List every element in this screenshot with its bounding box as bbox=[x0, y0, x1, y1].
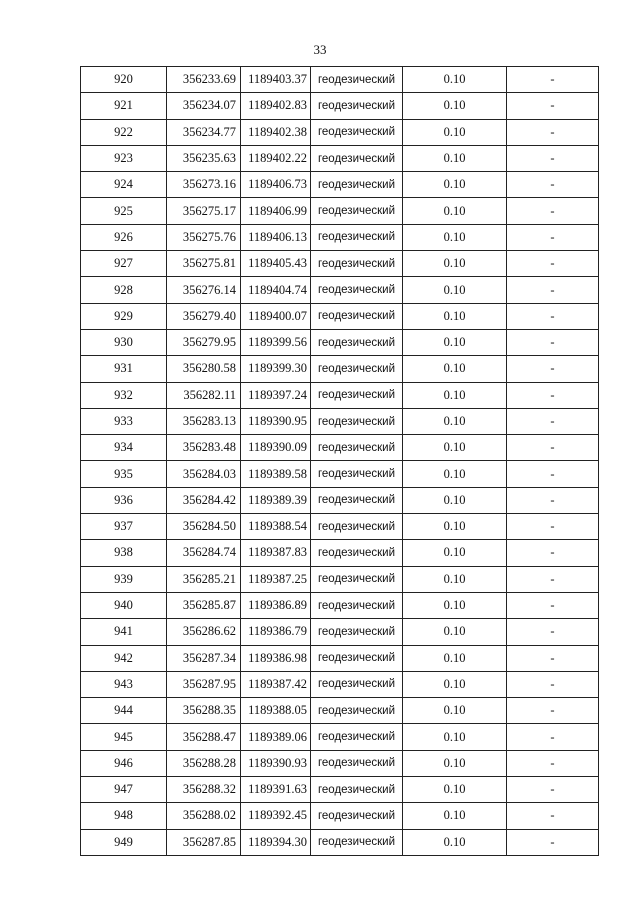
x-coordinate-cell: 356275.81 bbox=[167, 251, 241, 277]
x-coordinate-cell: 356288.32 bbox=[167, 777, 241, 803]
method-cell: геодезический bbox=[311, 93, 403, 119]
remark-cell: - bbox=[507, 198, 599, 224]
point-number-cell: 924 bbox=[81, 172, 167, 198]
point-number-cell: 920 bbox=[81, 67, 167, 93]
x-coordinate-cell: 356280.58 bbox=[167, 356, 241, 382]
accuracy-cell: 0.10 bbox=[403, 145, 507, 171]
table-row bbox=[81, 461, 599, 487]
y-coordinate-cell: 1189389.39 bbox=[241, 487, 311, 513]
remark-cell: - bbox=[507, 145, 599, 171]
remark-cell: - bbox=[507, 671, 599, 697]
x-coordinate-cell: 356233.69 bbox=[167, 67, 241, 93]
y-coordinate-cell: 1189399.56 bbox=[241, 329, 311, 355]
remark-cell: - bbox=[507, 224, 599, 250]
point-number-cell: 946 bbox=[81, 750, 167, 776]
point-number-cell: 948 bbox=[81, 803, 167, 829]
remark-cell: - bbox=[507, 93, 599, 119]
table-row bbox=[81, 514, 599, 540]
table-row bbox=[81, 777, 599, 803]
x-coordinate-cell: 356288.35 bbox=[167, 698, 241, 724]
table-row bbox=[81, 303, 599, 329]
x-coordinate-cell: 356285.87 bbox=[167, 592, 241, 618]
table-row bbox=[81, 803, 599, 829]
point-number-cell: 939 bbox=[81, 566, 167, 592]
x-coordinate-cell: 356286.62 bbox=[167, 619, 241, 645]
point-number-cell: 937 bbox=[81, 514, 167, 540]
accuracy-cell: 0.10 bbox=[403, 671, 507, 697]
method-cell: геодезический bbox=[311, 566, 403, 592]
x-coordinate-cell: 356284.42 bbox=[167, 487, 241, 513]
x-coordinate-cell: 356235.63 bbox=[167, 145, 241, 171]
point-number-cell: 936 bbox=[81, 487, 167, 513]
table-row bbox=[81, 277, 599, 303]
point-number-cell: 935 bbox=[81, 461, 167, 487]
method-cell: геодезический bbox=[311, 67, 403, 93]
y-coordinate-cell: 1189402.83 bbox=[241, 93, 311, 119]
point-number-cell: 925 bbox=[81, 198, 167, 224]
y-coordinate-cell: 1189387.83 bbox=[241, 540, 311, 566]
remark-cell: - bbox=[507, 698, 599, 724]
remark-cell: - bbox=[507, 514, 599, 540]
accuracy-cell: 0.10 bbox=[403, 540, 507, 566]
point-number-cell: 938 bbox=[81, 540, 167, 566]
table-row bbox=[81, 435, 599, 461]
remark-cell: - bbox=[507, 382, 599, 408]
remark-cell: - bbox=[507, 777, 599, 803]
x-coordinate-cell: 356288.02 bbox=[167, 803, 241, 829]
remark-cell: - bbox=[507, 67, 599, 93]
x-coordinate-cell: 356283.48 bbox=[167, 435, 241, 461]
accuracy-cell: 0.10 bbox=[403, 356, 507, 382]
y-coordinate-cell: 1189390.09 bbox=[241, 435, 311, 461]
table-row bbox=[81, 198, 599, 224]
y-coordinate-cell: 1189388.54 bbox=[241, 514, 311, 540]
accuracy-cell: 0.10 bbox=[403, 750, 507, 776]
y-coordinate-cell: 1189402.38 bbox=[241, 119, 311, 145]
accuracy-cell: 0.10 bbox=[403, 619, 507, 645]
method-cell: геодезический bbox=[311, 145, 403, 171]
method-cell: геодезический bbox=[311, 461, 403, 487]
point-number-cell: 928 bbox=[81, 277, 167, 303]
remark-cell: - bbox=[507, 172, 599, 198]
accuracy-cell: 0.10 bbox=[403, 803, 507, 829]
y-coordinate-cell: 1189400.07 bbox=[241, 303, 311, 329]
method-cell: геодезический bbox=[311, 671, 403, 697]
remark-cell: - bbox=[507, 119, 599, 145]
page-number: 33 bbox=[313, 42, 327, 57]
method-cell: геодезический bbox=[311, 619, 403, 645]
accuracy-cell: 0.10 bbox=[403, 277, 507, 303]
table-body bbox=[81, 67, 599, 856]
accuracy-cell: 0.10 bbox=[403, 329, 507, 355]
point-number-cell: 934 bbox=[81, 435, 167, 461]
remark-cell: - bbox=[507, 408, 599, 434]
y-coordinate-cell: 1189391.63 bbox=[241, 777, 311, 803]
x-coordinate-cell: 356287.34 bbox=[167, 645, 241, 671]
y-coordinate-cell: 1189406.13 bbox=[241, 224, 311, 250]
accuracy-cell: 0.10 bbox=[403, 698, 507, 724]
method-cell: геодезический bbox=[311, 803, 403, 829]
accuracy-cell: 0.10 bbox=[403, 224, 507, 250]
method-cell: геодезический bbox=[311, 251, 403, 277]
method-cell: геодезический bbox=[311, 750, 403, 776]
table-row bbox=[81, 487, 599, 513]
accuracy-cell: 0.10 bbox=[403, 435, 507, 461]
x-coordinate-cell: 356275.17 bbox=[167, 198, 241, 224]
remark-cell: - bbox=[507, 540, 599, 566]
x-coordinate-cell: 356275.76 bbox=[167, 224, 241, 250]
x-coordinate-cell: 356288.47 bbox=[167, 724, 241, 750]
y-coordinate-cell: 1189405.43 bbox=[241, 251, 311, 277]
y-coordinate-cell: 1189387.25 bbox=[241, 566, 311, 592]
remark-cell: - bbox=[507, 803, 599, 829]
accuracy-cell: 0.10 bbox=[403, 592, 507, 618]
x-coordinate-cell: 356279.95 bbox=[167, 329, 241, 355]
remark-cell: - bbox=[507, 829, 599, 855]
x-coordinate-cell: 356273.16 bbox=[167, 172, 241, 198]
table-row bbox=[81, 592, 599, 618]
remark-cell: - bbox=[507, 619, 599, 645]
y-coordinate-cell: 1189386.79 bbox=[241, 619, 311, 645]
x-coordinate-cell: 356283.13 bbox=[167, 408, 241, 434]
y-coordinate-cell: 1189394.30 bbox=[241, 829, 311, 855]
table-row bbox=[81, 93, 599, 119]
method-cell: геодезический bbox=[311, 198, 403, 224]
y-coordinate-cell: 1189392.45 bbox=[241, 803, 311, 829]
method-cell: геодезический bbox=[311, 303, 403, 329]
method-cell: геодезический bbox=[311, 435, 403, 461]
table-row bbox=[81, 119, 599, 145]
y-coordinate-cell: 1189389.06 bbox=[241, 724, 311, 750]
method-cell: геодезический bbox=[311, 698, 403, 724]
x-coordinate-cell: 356285.21 bbox=[167, 566, 241, 592]
method-cell: геодезический bbox=[311, 514, 403, 540]
table-row bbox=[81, 408, 599, 434]
table-row bbox=[81, 356, 599, 382]
table-row bbox=[81, 145, 599, 171]
method-cell: геодезический bbox=[311, 224, 403, 250]
method-cell: геодезический bbox=[311, 645, 403, 671]
method-cell: геодезический bbox=[311, 172, 403, 198]
y-coordinate-cell: 1189387.42 bbox=[241, 671, 311, 697]
table-row bbox=[81, 698, 599, 724]
point-number-cell: 945 bbox=[81, 724, 167, 750]
remark-cell: - bbox=[507, 251, 599, 277]
y-coordinate-cell: 1189390.93 bbox=[241, 750, 311, 776]
y-coordinate-cell: 1189386.98 bbox=[241, 645, 311, 671]
remark-cell: - bbox=[507, 645, 599, 671]
method-cell: геодезический bbox=[311, 540, 403, 566]
y-coordinate-cell: 1189403.37 bbox=[241, 67, 311, 93]
point-number-cell: 929 bbox=[81, 303, 167, 329]
x-coordinate-cell: 356276.14 bbox=[167, 277, 241, 303]
table-row bbox=[81, 67, 599, 93]
x-coordinate-cell: 356287.95 bbox=[167, 671, 241, 697]
method-cell: геодезический bbox=[311, 356, 403, 382]
y-coordinate-cell: 1189386.89 bbox=[241, 592, 311, 618]
point-number-cell: 926 bbox=[81, 224, 167, 250]
table-row bbox=[81, 329, 599, 355]
y-coordinate-cell: 1189388.05 bbox=[241, 698, 311, 724]
point-number-cell: 931 bbox=[81, 356, 167, 382]
x-coordinate-cell: 356287.85 bbox=[167, 829, 241, 855]
accuracy-cell: 0.10 bbox=[403, 777, 507, 803]
y-coordinate-cell: 1189406.99 bbox=[241, 198, 311, 224]
y-coordinate-cell: 1189404.74 bbox=[241, 277, 311, 303]
remark-cell: - bbox=[507, 356, 599, 382]
accuracy-cell: 0.10 bbox=[403, 566, 507, 592]
accuracy-cell: 0.10 bbox=[403, 461, 507, 487]
point-number-cell: 940 bbox=[81, 592, 167, 618]
x-coordinate-cell: 356284.50 bbox=[167, 514, 241, 540]
point-number-cell: 933 bbox=[81, 408, 167, 434]
table-row bbox=[81, 724, 599, 750]
method-cell: геодезический bbox=[311, 382, 403, 408]
accuracy-cell: 0.10 bbox=[403, 487, 507, 513]
table-row bbox=[81, 619, 599, 645]
accuracy-cell: 0.10 bbox=[403, 382, 507, 408]
accuracy-cell: 0.10 bbox=[403, 119, 507, 145]
coordinates-table bbox=[80, 66, 599, 856]
x-coordinate-cell: 356234.07 bbox=[167, 93, 241, 119]
point-number-cell: 922 bbox=[81, 119, 167, 145]
x-coordinate-cell: 356234.77 bbox=[167, 119, 241, 145]
table-row bbox=[81, 172, 599, 198]
point-number-cell: 930 bbox=[81, 329, 167, 355]
x-coordinate-cell: 356279.40 bbox=[167, 303, 241, 329]
accuracy-cell: 0.10 bbox=[403, 251, 507, 277]
accuracy-cell: 0.10 bbox=[403, 93, 507, 119]
accuracy-cell: 0.10 bbox=[403, 67, 507, 93]
method-cell: геодезический bbox=[311, 724, 403, 750]
accuracy-cell: 0.10 bbox=[403, 829, 507, 855]
accuracy-cell: 0.10 bbox=[403, 408, 507, 434]
y-coordinate-cell: 1189397.24 bbox=[241, 382, 311, 408]
table-row bbox=[81, 251, 599, 277]
point-number-cell: 927 bbox=[81, 251, 167, 277]
accuracy-cell: 0.10 bbox=[403, 724, 507, 750]
table-row bbox=[81, 671, 599, 697]
x-coordinate-cell: 356284.03 bbox=[167, 461, 241, 487]
remark-cell: - bbox=[507, 566, 599, 592]
point-number-cell: 943 bbox=[81, 671, 167, 697]
remark-cell: - bbox=[507, 435, 599, 461]
point-number-cell: 932 bbox=[81, 382, 167, 408]
y-coordinate-cell: 1189399.30 bbox=[241, 356, 311, 382]
method-cell: геодезический bbox=[311, 119, 403, 145]
accuracy-cell: 0.10 bbox=[403, 645, 507, 671]
table-row bbox=[81, 540, 599, 566]
point-number-cell: 921 bbox=[81, 93, 167, 119]
point-number-cell: 923 bbox=[81, 145, 167, 171]
remark-cell: - bbox=[507, 750, 599, 776]
y-coordinate-cell: 1189402.22 bbox=[241, 145, 311, 171]
x-coordinate-cell: 356282.11 bbox=[167, 382, 241, 408]
method-cell: геодезический bbox=[311, 329, 403, 355]
x-coordinate-cell: 356288.28 bbox=[167, 750, 241, 776]
accuracy-cell: 0.10 bbox=[403, 172, 507, 198]
table-row bbox=[81, 382, 599, 408]
point-number-cell: 944 bbox=[81, 698, 167, 724]
y-coordinate-cell: 1189406.73 bbox=[241, 172, 311, 198]
x-coordinate-cell: 356284.74 bbox=[167, 540, 241, 566]
method-cell: геодезический bbox=[311, 777, 403, 803]
table-row bbox=[81, 224, 599, 250]
table-row bbox=[81, 750, 599, 776]
table-row bbox=[81, 566, 599, 592]
accuracy-cell: 0.10 bbox=[403, 514, 507, 540]
remark-cell: - bbox=[507, 592, 599, 618]
point-number-cell: 947 bbox=[81, 777, 167, 803]
method-cell: геодезический bbox=[311, 277, 403, 303]
point-number-cell: 949 bbox=[81, 829, 167, 855]
accuracy-cell: 0.10 bbox=[403, 303, 507, 329]
table-row bbox=[81, 645, 599, 671]
method-cell: геодезический bbox=[311, 829, 403, 855]
method-cell: геодезический bbox=[311, 408, 403, 434]
remark-cell: - bbox=[507, 303, 599, 329]
y-coordinate-cell: 1189390.95 bbox=[241, 408, 311, 434]
accuracy-cell: 0.10 bbox=[403, 198, 507, 224]
y-coordinate-cell: 1189389.58 bbox=[241, 461, 311, 487]
remark-cell: - bbox=[507, 487, 599, 513]
method-cell: геодезический bbox=[311, 487, 403, 513]
remark-cell: - bbox=[507, 461, 599, 487]
remark-cell: - bbox=[507, 277, 599, 303]
table-row bbox=[81, 829, 599, 855]
point-number-cell: 942 bbox=[81, 645, 167, 671]
remark-cell: - bbox=[507, 724, 599, 750]
point-number-cell: 941 bbox=[81, 619, 167, 645]
remark-cell: - bbox=[507, 329, 599, 355]
method-cell: геодезический bbox=[311, 592, 403, 618]
